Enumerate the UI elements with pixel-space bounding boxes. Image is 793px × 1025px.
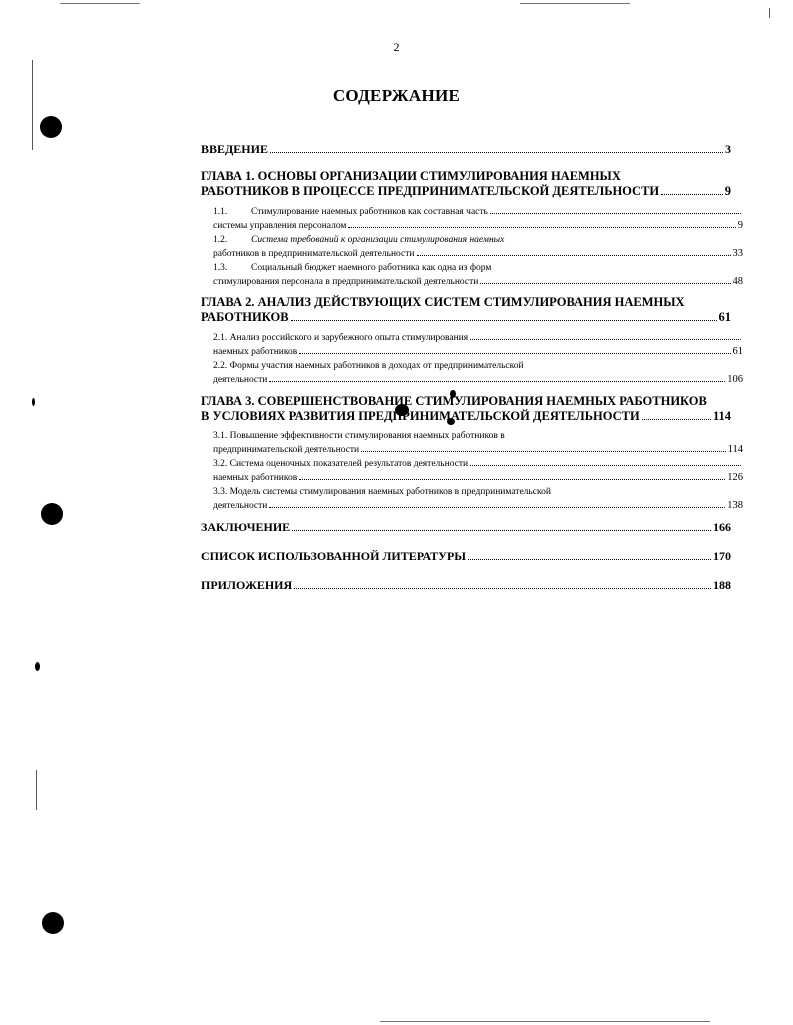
section-title: 2.1. Анализ российского и зарубежного опыта стимулирования — [213, 333, 469, 343]
toc-section-2-1 — [201, 331, 743, 359]
section-title-cont: наемных работников — [213, 347, 298, 357]
chapter-heading-line: ГЛАВА 3. СОВЕРШЕНСТВОВАНИЕ СТИМУЛИРОВАНИЯ НАЕМНЫХ РАБОТНИКОВ — [201, 394, 707, 408]
toc-entry-conclusion — [201, 520, 731, 535]
toc-entry-references — [201, 549, 731, 564]
toc-entry-appendix — [201, 578, 731, 593]
toc-page: 114 — [727, 444, 743, 455]
scan-edge-line — [36, 770, 37, 810]
scan-speck — [32, 398, 35, 406]
toc-page: 188 — [713, 578, 731, 592]
leader-dots — [468, 559, 711, 560]
section-title-cont: деятельности — [213, 501, 268, 511]
leader-dots — [299, 479, 725, 480]
page-title: СОДЕРЖАНИЕ — [332, 86, 461, 105]
chapter-heading-line: ГЛАВА 1. ОСНОВЫ ОРГАНИЗАЦИИ СТИМУЛИРОВАНИЯ НАЕМНЫХ — [201, 169, 621, 183]
toc-section-3-2 — [201, 457, 743, 485]
toc-page: 170 — [713, 549, 731, 563]
toc-section-1-1 — [201, 205, 743, 233]
toc-page: 9 — [724, 184, 731, 198]
section-title: 2.2. Формы участия наемных работников в доходах от предпринимательской — [213, 361, 524, 371]
toc-chapter-2 — [201, 295, 731, 325]
section-title-cont: системы управления персоналом — [213, 221, 347, 231]
toc-section-1-2 — [201, 233, 743, 261]
toc-page: 48 — [732, 276, 743, 287]
chapter-heading-line: ГЛАВА 2. АНАЛИЗ ДЕЙСТВУЮЩИХ СИСТЕМ СТИМУЛИРОВАНИЯ НАЕМНЫХ — [201, 295, 685, 309]
toc-page: 166 — [713, 520, 731, 534]
section-title-cont: наемных работников — [213, 473, 298, 483]
chapter-heading-line: РАБОТНИКОВ — [201, 310, 289, 324]
section-title-cont: предпринимательской деятельности — [213, 445, 360, 455]
toc-label: СПИСОК ИСПОЛЬЗОВАННОЙ ЛИТЕРАТУРЫ — [201, 549, 467, 563]
leader-dots — [291, 320, 717, 321]
toc-label: ПРИЛОЖЕНИЯ — [201, 578, 293, 592]
punch-hole — [41, 503, 63, 525]
toc-section-1-3 — [201, 261, 743, 289]
punch-hole — [40, 116, 62, 138]
leader-dots — [361, 451, 725, 452]
leader-dots — [270, 152, 723, 153]
leader-dots — [661, 194, 723, 195]
section-title: Стимулирование наемных работников как составная часть — [251, 207, 488, 217]
section-title: 3.3. Модель системы стимулирования наемных работников в предпринимательской — [213, 487, 551, 497]
toc-page: 138 — [727, 500, 743, 511]
scan-speck — [35, 662, 40, 671]
toc-page: 61 — [718, 310, 731, 324]
leader-dots — [417, 255, 731, 256]
toc-page: 126 — [727, 472, 743, 483]
section-title: Социальный бюджет наемного работника как одна из форм — [251, 263, 492, 273]
leader-dots — [299, 353, 730, 354]
chapter-heading-line: РАБОТНИКОВ В ПРОЦЕССЕ ПРЕДПРИНИМАТЕЛЬСКОЙ ДЕЯТЕЛЬНОСТИ — [201, 184, 660, 198]
scan-edge-line — [60, 3, 140, 4]
punch-hole — [42, 912, 64, 934]
toc-section-2-2 — [201, 359, 743, 387]
leader-dots — [269, 381, 725, 382]
leader-dots — [470, 339, 741, 340]
leader-dots — [642, 419, 711, 420]
leader-dots — [292, 530, 711, 531]
leader-dots — [470, 465, 741, 466]
toc-section-3-1 — [201, 429, 743, 457]
section-title-cont: работников в предпринимательской деятельности — [213, 249, 415, 259]
scan-edge-line — [520, 3, 630, 4]
section-title: 3.2. Система оценочных показателей результатов деятельности — [213, 459, 469, 469]
toc-page: 106 — [727, 374, 743, 385]
toc-label: ВВЕДЕНИЕ — [201, 142, 268, 156]
section-number: 1.2. — [213, 235, 228, 245]
section-title-cont: деятельности — [213, 375, 268, 385]
toc-page: 33 — [732, 248, 743, 259]
leader-dots — [480, 283, 730, 284]
toc-section-3-3 — [201, 485, 743, 513]
section-number: 1.3. — [213, 263, 228, 273]
scan-edge-line — [769, 8, 770, 18]
toc-page: 114 — [712, 409, 731, 423]
section-number: 1.1. — [213, 207, 228, 217]
toc-label: ЗАКЛЮЧЕНИЕ — [201, 520, 291, 534]
leader-dots — [348, 227, 735, 228]
page-number: 2 — [393, 40, 400, 54]
toc-chapter-3 — [201, 394, 731, 424]
toc-chapter-1 — [201, 169, 731, 199]
toc-page: 9 — [737, 220, 743, 231]
toc-entry-intro — [201, 142, 731, 157]
leader-dots — [294, 588, 711, 589]
section-title: 3.1. Повышение эффективности стимулирования наемных работников в — [213, 431, 505, 441]
scan-edge-line — [380, 1021, 710, 1022]
section-title-cont: стимулирования персонала в предпринимательской деятельности — [213, 277, 479, 287]
section-title: Система требований к организации стимулирования наемных — [251, 235, 505, 245]
chapter-heading-line: В УСЛОВИЯХ РАЗВИТИЯ ПРЕДПРИНИМАТЕЛЬСКОЙ ДЕЯТЕЛЬНОСТИ — [201, 409, 640, 423]
leader-dots — [490, 213, 741, 214]
toc-page: 61 — [732, 346, 743, 357]
toc-page: 3 — [725, 142, 731, 156]
leader-dots — [269, 507, 725, 508]
